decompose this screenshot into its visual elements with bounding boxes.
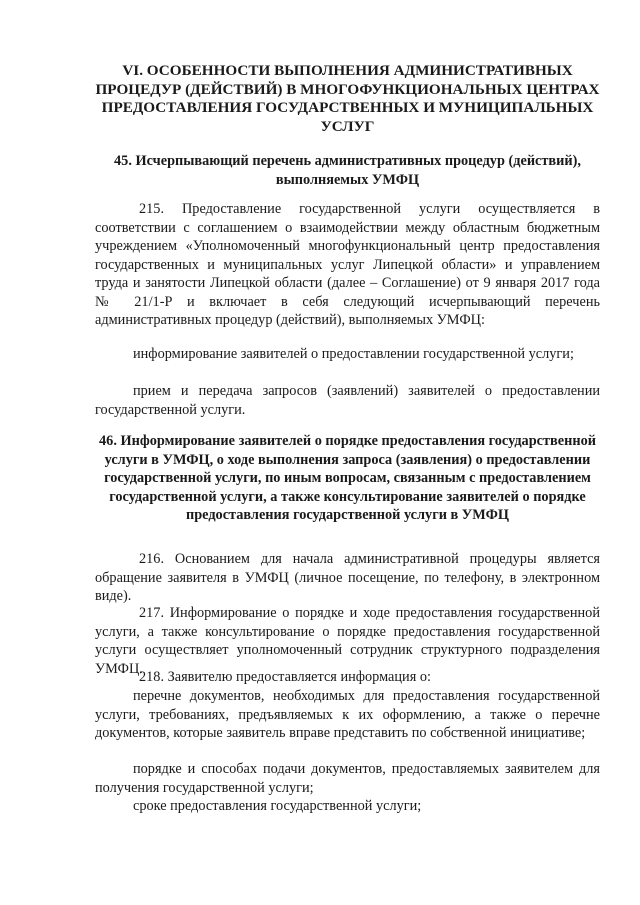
paragraph-218: 218. Заявителю предоставляется информация о: (139, 669, 431, 685)
paragraph-218-item-2: порядке и способах подачи документов, предоставляемых заявителем для получения государственной услуги; (95, 761, 600, 796)
paragraph-216: 216. Основанием для начала административной процедуры является обращение заявителя в УМФЦ (личное посещение, по телефону, в электронном виде). (95, 551, 600, 604)
subsection-45-title: 45. Исчерпывающий перечень административных процедур (действий), выполняемых УМФЦ (114, 153, 581, 188)
paragraph-218-item-1: перечне документов, необходимых для предоставления государственной услуги, требованиях, предъявляемых к их оформлению, а также о перечне документов, которые заявитель вправе представить по собственной инициативе; (95, 688, 600, 741)
section-title: VI. ОСОБЕННОСТИ ВЫПОЛНЕНИЯ АДМИНИСТРАТИВНЫХ ПРОЦЕДУР (ДЕЙСТВИЙ) В МНОГОФУНКЦИОНАЛЬНЫХ ЦЕНТРАХ ПРЕДОСТАВЛЕНИЯ ГОСУДАРСТВЕННЫХ И МУНИЦИПАЛЬНЫХ УСЛУГ (95, 62, 600, 135)
paragraph-215-item-2: прием и передача запросов (заявлений) заявителей о предоставлении государственной услуги. (95, 383, 600, 418)
paragraph-217: 217. Информирование о порядке и ходе предоставления государственной услуги, а также консультирование о порядке предоставления государственной услуги осуществляет уполномоченный сотрудник структурного подразделения УМФЦ. (95, 605, 600, 677)
paragraph-218-item-3: сроке предоставления государственной услуги; (133, 798, 422, 814)
paragraph-215-item-1: информирование заявителей о предоставлении государственной услуги; (133, 346, 574, 362)
subsection-46-title: 46. Информирование заявителей о порядке предоставления государственной услуги в УМФЦ, о ходе выполнения запроса (заявления) о предоставлении государственной услуги, по иным вопросам, связанным с предоставлением государственной услуги, а также консультирование заявителей о порядке предоставления государственной услуги в УМФЦ (99, 433, 596, 524)
paragraph-215: 215. Предоставление государственной услуги осуществляется в соответствии с соглашением о взаимодействии между областным бюджетным учреждением «Уполномоченный многофункциональный центр предоставления государственных и муниципальных услуг Липецкой области» и управлением труда и занятости Липецкой области (далее – Соглашение) от 9 января 2017 года № 21/1-Р и включает в себя следующий исчерпывающий перечень административных процедур (действий), выполняемых УМФЦ: (95, 201, 600, 328)
